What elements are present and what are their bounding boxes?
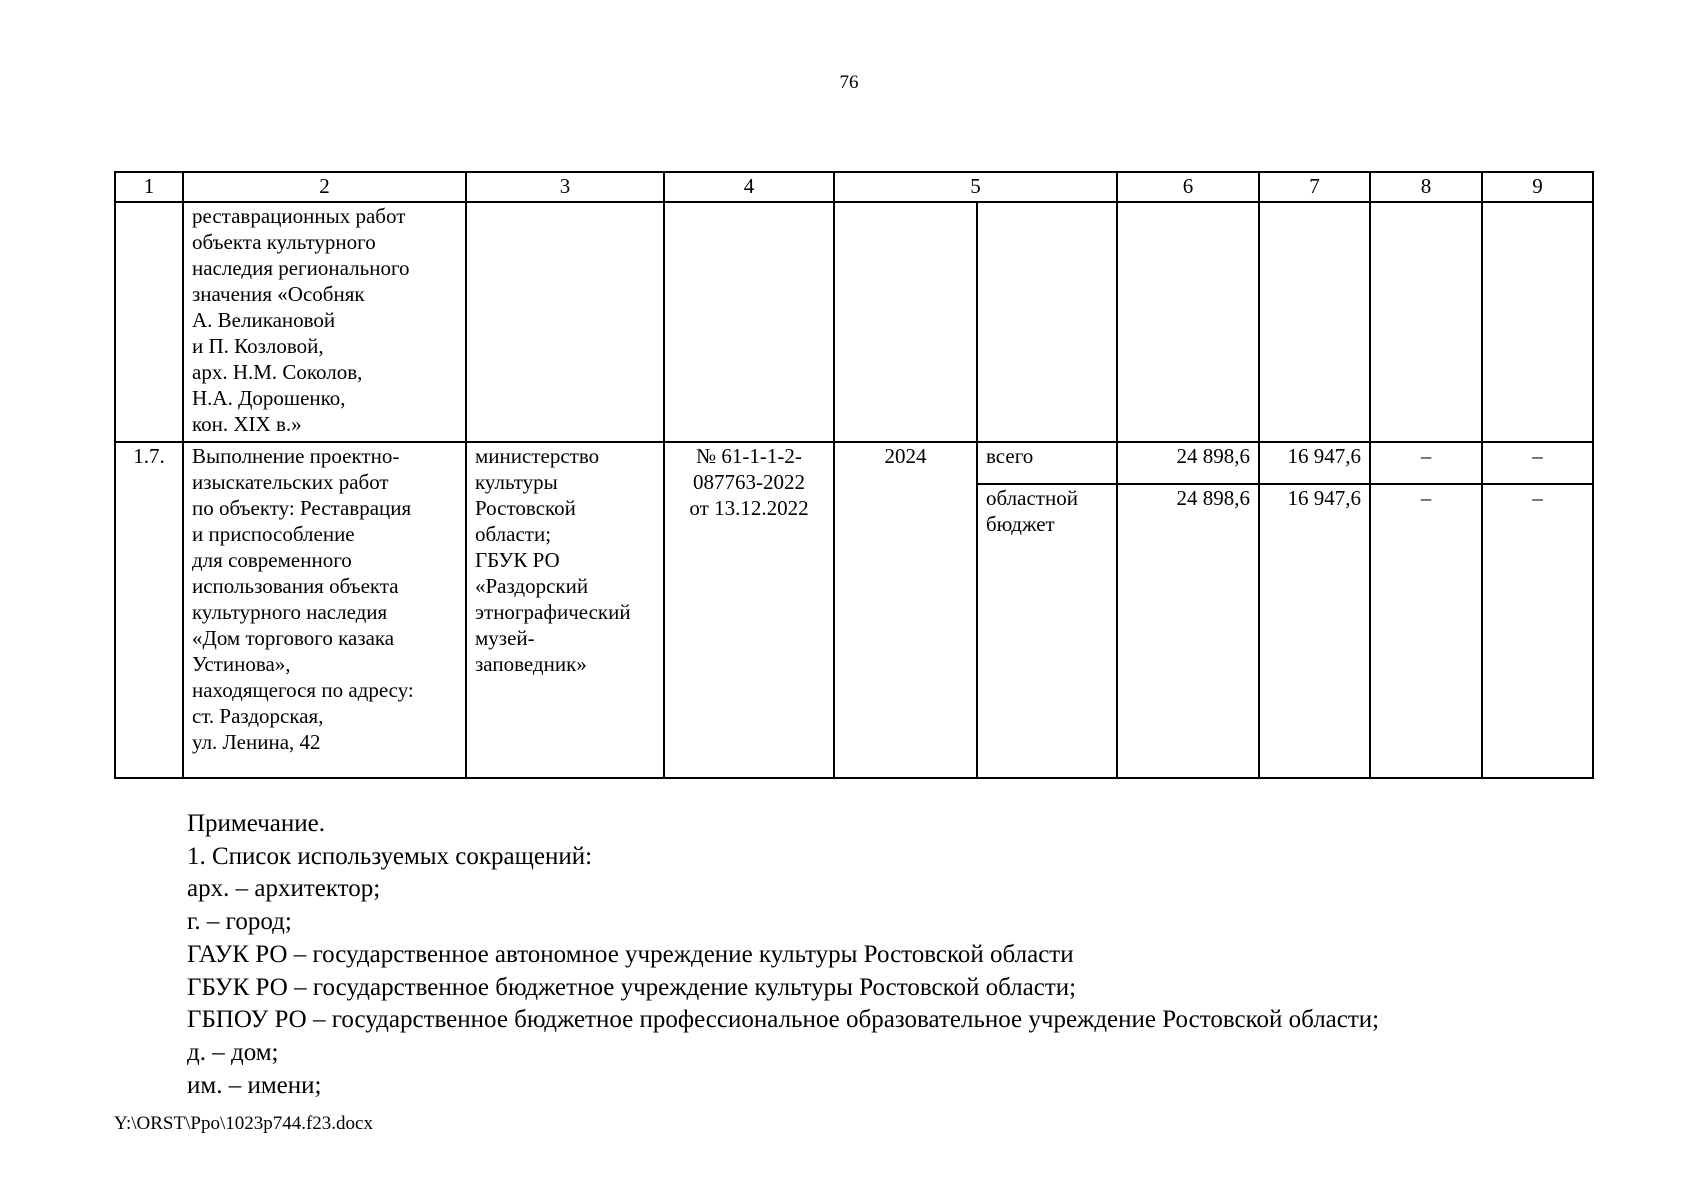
header-cell-5: 5 — [834, 172, 1117, 202]
header-cell-9: 9 — [1482, 172, 1593, 202]
notes-line: ГБУК РО – государственное бюджетное учреждение культуры Ростовской области; — [187, 973, 1077, 1001]
header-cell-4: 4 — [664, 172, 834, 202]
funding-total-col7: 16 947,6 — [1259, 442, 1370, 484]
header-cell-7: 7 — [1259, 172, 1370, 202]
header-cell-1: 1 — [115, 172, 183, 202]
header-cell-8: 8 — [1370, 172, 1482, 202]
header-row — [115, 172, 1593, 202]
funding-regional-col6: 24 898,6 — [1117, 484, 1259, 778]
row-executor-cell: министерство культуры Ростовской области; ГБУК РО «Раздорский этнографический музей- заповедник» — [466, 442, 664, 778]
continuation-row — [115, 202, 1593, 442]
row-name-cell: Выполнение проектно- изыскательских работ по объекту: Реставрация и приспособление для современного использования объекта культурного наследия «Дом торгового казака Устинова», находящегося по адресу: ст. Раздорская, ул. Ленина, 42 — [183, 442, 466, 778]
funding-regional-col8: – — [1370, 484, 1482, 778]
row-year-cell: 2024 — [834, 442, 977, 778]
row-document-cell: № 61-1-1-2- 087763-2022 от 13.12.2022 — [664, 442, 834, 778]
notes-line: ГБПОУ РО – государственное бюджетное профессиональное образовательное учреждение Ростовской области; — [187, 1006, 1380, 1034]
funding-total-col8: – — [1370, 442, 1482, 484]
notes-block — [187, 808, 1379, 1102]
notes-title: Примечание. — [187, 810, 326, 837]
header-cell-2: 2 — [183, 172, 466, 202]
funding-total-col9: – — [1482, 442, 1593, 484]
notes-line: им. – имени; — [187, 1071, 322, 1099]
notes-line: ГАУК РО – государственное автономное учреждение культуры Ростовской области — [187, 940, 1074, 968]
row-number: 1.7. — [115, 442, 183, 778]
notes-line: г. – город; — [187, 908, 292, 936]
funding-total-col6: 24 898,6 — [1117, 442, 1259, 484]
continuation-name-cell: реставрационных работ объекта культурного наследия регионального значения «Особняк А. Великановой и П. Козловой, арх. Н.М. Соколов, Н.А. Дорошенко, кон. XIX в.» — [183, 202, 466, 442]
footer-file-path: Y:\ORST\Ppo\1023p744.f23.docx — [114, 1113, 373, 1134]
funding-regional-col9: – — [1482, 484, 1593, 778]
page-number: 76 — [839, 72, 859, 93]
row-1-7 — [115, 442, 1593, 484]
header-cell-3: 3 — [466, 172, 664, 202]
notes-line: арх. – архитектор; — [187, 875, 381, 903]
notes-line: 1. Список используемых сокращений: — [187, 842, 593, 870]
notes-line: д. – дом; — [187, 1038, 279, 1066]
funding-regional-col7: 16 947,6 — [1259, 484, 1370, 778]
funding-source-total: всего — [977, 442, 1117, 484]
program-table — [114, 171, 1594, 779]
header-cell-6: 6 — [1117, 172, 1259, 202]
funding-source-regional: областной бюджет — [977, 484, 1117, 778]
